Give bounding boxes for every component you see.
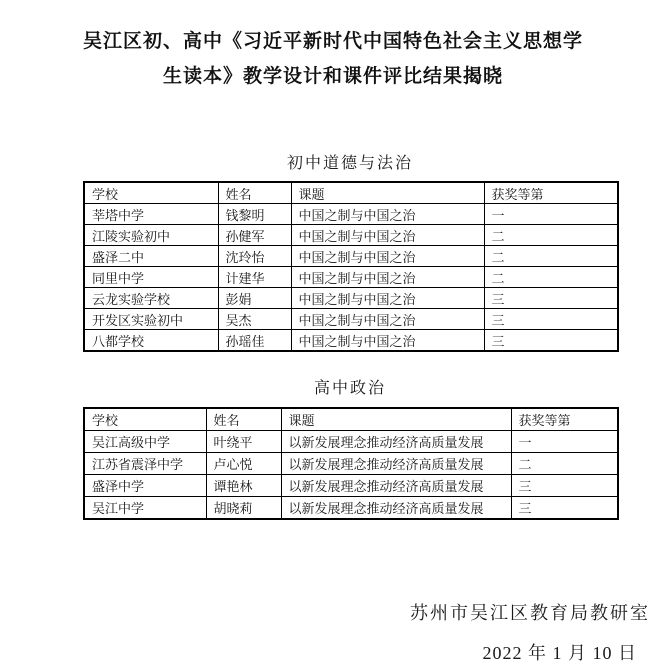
topic-cell: 中国之制与中国之治 (291, 246, 484, 267)
topic-cell: 中国之制与中国之治 (291, 288, 484, 309)
school-cell: 八都学校 (84, 330, 218, 352)
section-heading-junior-politics: 初中道德与法治 (286, 155, 413, 172)
topic-cell: 中国之制与中国之治 (291, 204, 484, 225)
junior-results-table (83, 181, 619, 352)
award-cell: 三 (484, 309, 618, 330)
topic-cell: 以新发展理念推动经济高质量发展 (281, 497, 511, 520)
name-cell: 吴杰 (218, 309, 291, 330)
table-row (84, 475, 618, 497)
header-cell-award: 获奖等第 (484, 182, 618, 204)
topic-cell: 中国之制与中国之治 (291, 330, 484, 352)
section-heading-senior-politics: 高中政治 (313, 380, 386, 397)
table-row (84, 204, 618, 225)
table-row (84, 288, 618, 309)
name-cell: 胡晓莉 (206, 497, 281, 520)
name-cell: 叶绕平 (206, 431, 281, 453)
award-cell: 二 (484, 267, 618, 288)
header-cell-topic: 课题 (291, 182, 484, 204)
header-cell-name: 姓名 (206, 408, 281, 431)
school-cell: 江苏省震泽中学 (84, 453, 206, 475)
table-row (84, 225, 618, 246)
name-cell: 卢心悦 (206, 453, 281, 475)
name-cell: 钱黎明 (218, 204, 291, 225)
table-row (84, 330, 618, 352)
award-cell: 二 (484, 246, 618, 267)
school-cell: 吴江中学 (84, 497, 206, 520)
award-cell: 二 (484, 225, 618, 246)
document-title-line1: 吴江区初、高中《习近平新时代中国特色社会主义思想学 (82, 31, 583, 52)
table-row (84, 497, 618, 520)
school-cell: 吴江高级中学 (84, 431, 206, 453)
school-cell: 开发区实验初中 (84, 309, 218, 330)
topic-cell: 以新发展理念推动经济高质量发展 (281, 475, 511, 497)
header-cell-award: 获奖等第 (511, 408, 618, 431)
header-cell-name: 姓名 (218, 182, 291, 204)
header-cell-school: 学校 (84, 182, 218, 204)
name-cell: 沈玲怡 (218, 246, 291, 267)
school-cell: 江陵实验初中 (84, 225, 218, 246)
table-row (84, 246, 618, 267)
topic-cell: 中国之制与中国之治 (291, 267, 484, 288)
table-row (84, 267, 618, 288)
name-cell: 谭艳林 (206, 475, 281, 497)
award-cell: 三 (511, 475, 618, 497)
name-cell: 彭娟 (218, 288, 291, 309)
school-cell: 云龙实验学校 (84, 288, 218, 309)
name-cell: 孙健军 (218, 225, 291, 246)
award-cell: 三 (511, 497, 618, 520)
school-cell: 莘塔中学 (84, 204, 218, 225)
award-cell: 三 (484, 288, 618, 309)
award-cell: 一 (484, 204, 618, 225)
table-row (84, 431, 618, 453)
school-cell: 同里中学 (84, 267, 218, 288)
table-row (84, 309, 618, 330)
header-cell-school: 学校 (84, 408, 206, 431)
footer-date: 2022 年 1 月 10 日 (482, 643, 637, 663)
footer-organization: 苏州市吴江区教育局教研室 (410, 603, 650, 623)
award-cell: 三 (484, 330, 618, 352)
school-cell: 盛泽中学 (84, 475, 206, 497)
topic-cell: 中国之制与中国之治 (291, 225, 484, 246)
topic-cell: 以新发展理念推动经济高质量发展 (281, 431, 511, 453)
table-header-row (84, 182, 618, 204)
senior-results-table (83, 407, 619, 520)
name-cell: 孙瑶佳 (218, 330, 291, 352)
document-title-line2: 生读本》教学设计和课件评比结果揭晓 (162, 66, 503, 87)
table-row (84, 453, 618, 475)
name-cell: 计建华 (218, 267, 291, 288)
document-title (0, 24, 666, 94)
topic-cell: 以新发展理念推动经济高质量发展 (281, 453, 511, 475)
award-cell: 一 (511, 431, 618, 453)
table-header-row (84, 408, 618, 431)
award-cell: 二 (511, 453, 618, 475)
school-cell: 盛泽二中 (84, 246, 218, 267)
header-cell-topic: 课题 (281, 408, 511, 431)
topic-cell: 中国之制与中国之治 (291, 309, 484, 330)
